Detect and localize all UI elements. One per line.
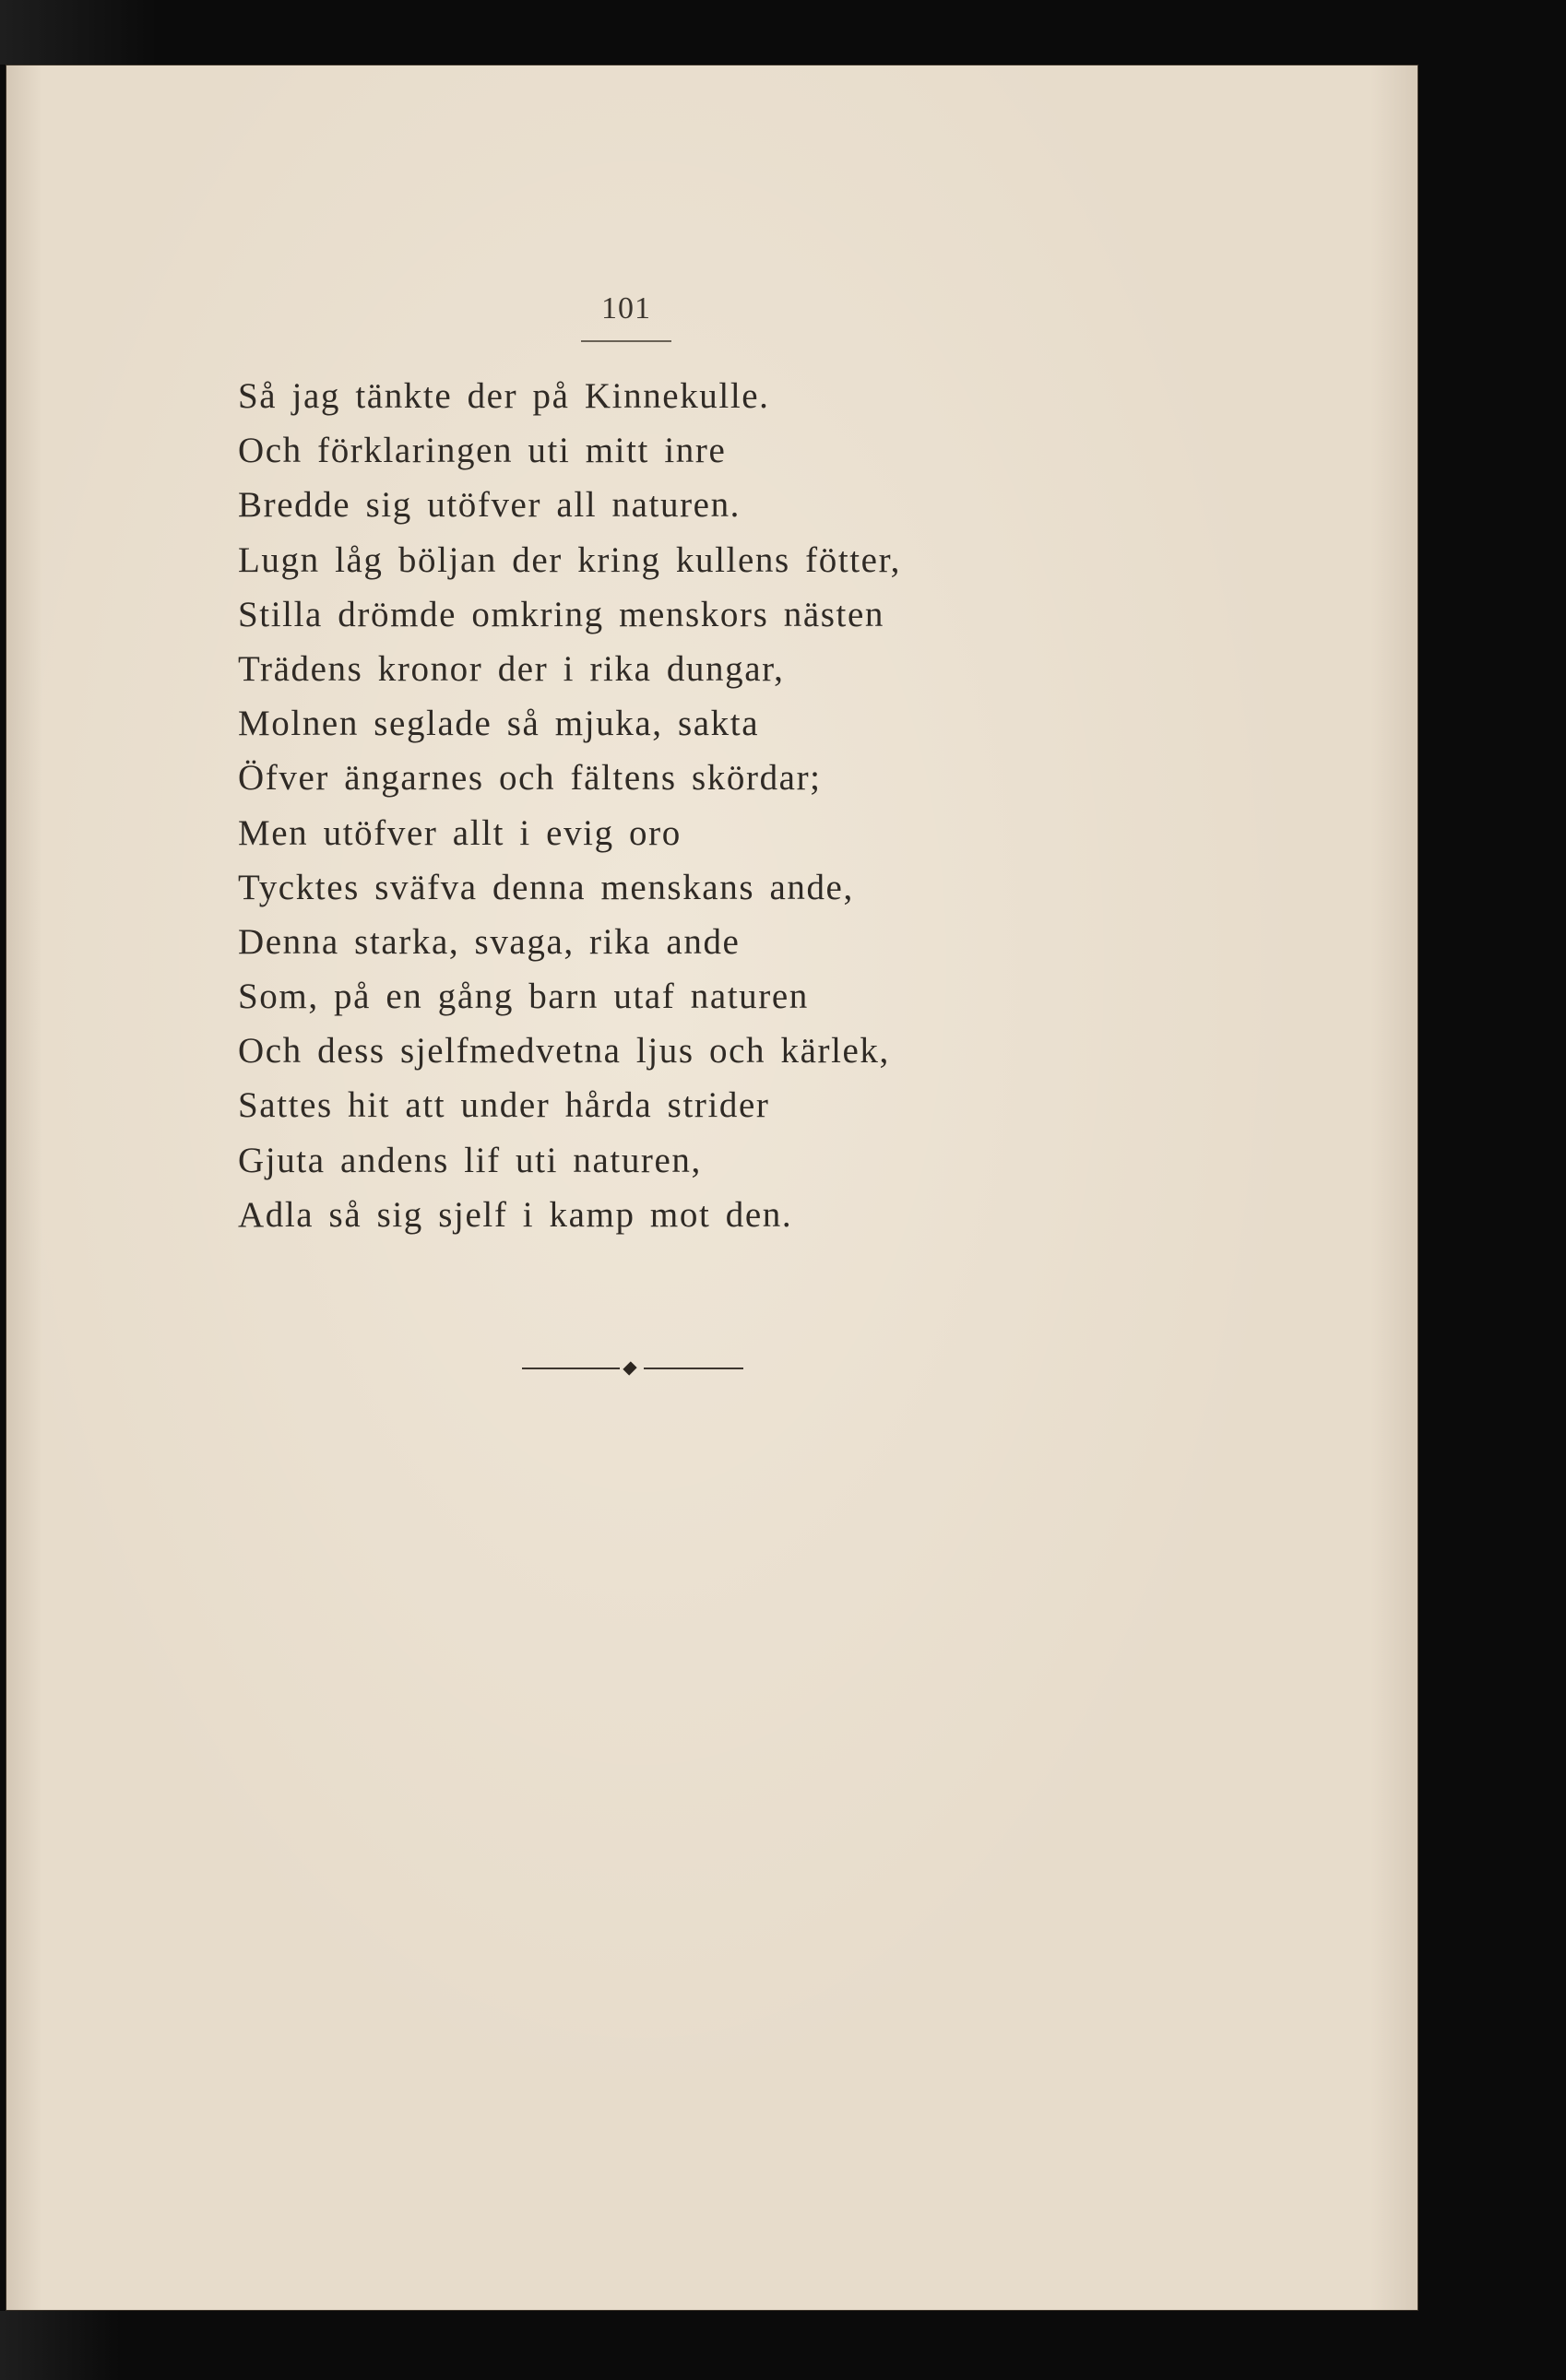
poem-line: Öfver ängarnes och fältens skördar; (238, 758, 822, 799)
poem-line: Adla så sig sjelf i kamp mot den. (238, 1194, 793, 1235)
poem-line: Denna starka, svaga, rika ande (238, 921, 741, 962)
poem (238, 369, 1299, 1242)
ornament-line-right (644, 1368, 743, 1369)
poem-line: Som, på en gång barn utaf naturen (238, 977, 809, 1017)
poem-line: Bredde sig utöfver all naturen. (238, 485, 741, 526)
poem-line: Gjuta andens lif uti naturen, (238, 1140, 702, 1180)
ornament-line-left (522, 1368, 620, 1369)
poem-line: Lugn låg böljan der kring kullens fötter, (238, 539, 901, 580)
page-number: 101 (601, 291, 651, 326)
poem-line: Molnen seglade så mjuka, sakta (238, 704, 760, 744)
scan-edge-top (0, 0, 157, 65)
poem-line: Stilla drömde omkring menskors nästen (238, 594, 884, 634)
poem-line: Tycktes sväfva denna menskans ande, (238, 867, 854, 907)
poem-line: Och dess sjelfmedvetna ljus och kärlek, (238, 1031, 890, 1072)
scan-edge-bottom (0, 2311, 120, 2380)
book-page (6, 65, 1418, 2311)
poem-line: Så jag tänkte der på Kinnekulle. (238, 376, 770, 416)
poem-line: Men utöfver allt i evig oro (238, 812, 682, 853)
ornament-diamond (623, 1361, 636, 1375)
poem-line: Och förklaringen uti mitt inre (238, 431, 727, 471)
diamond-rule-icon (522, 1363, 743, 1374)
poem-line: Sattes hit att under hårda strider (238, 1085, 770, 1126)
page-number-rule (581, 340, 671, 342)
poem-line: Trädens kronor der i rika dungar, (238, 648, 785, 689)
